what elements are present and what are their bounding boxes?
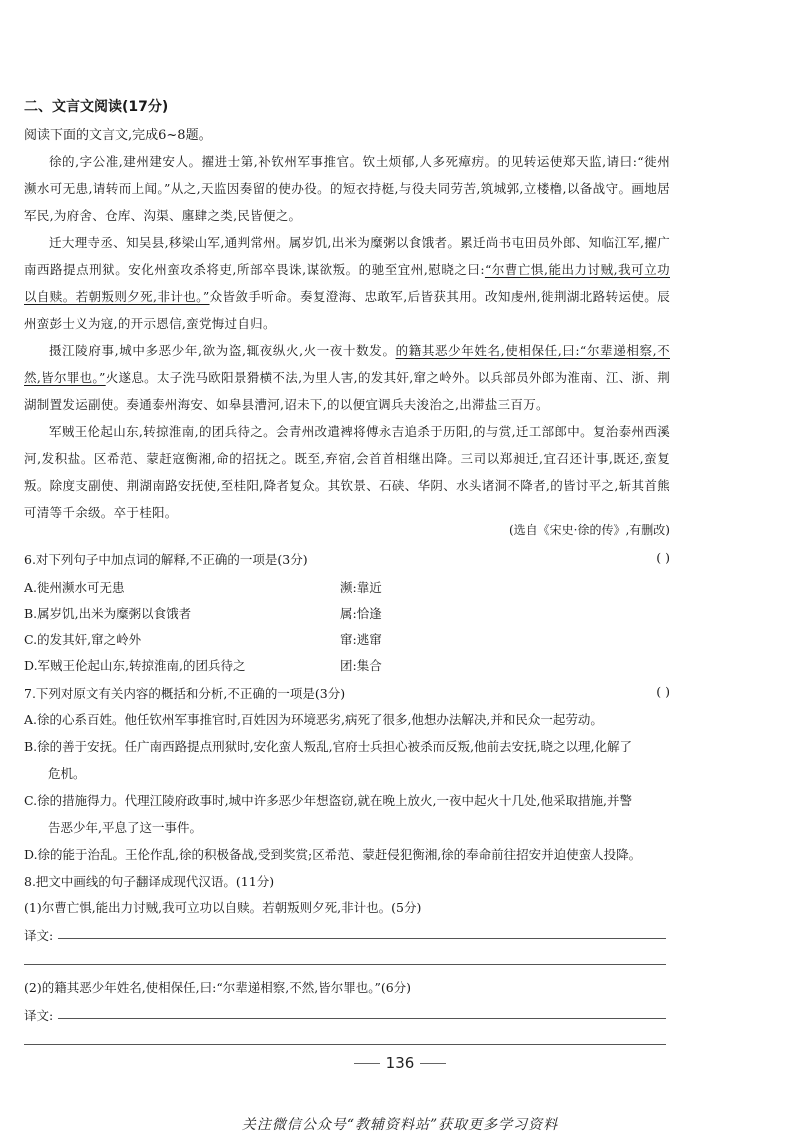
q7-option-c-line2: 告恶少年,平息了这一事件。 [48,820,202,835]
page-number-text: 136 [385,1054,415,1072]
q7-option-c-line1: C.徐的措施得力。代理江陵府政事时,城中许多恶少年想盗窃,就在晚上放火,一夜中起火十几处,他采取措施,并警 [24,793,632,808]
option-text: D.军贼王伦起山东,转掠淮南,的团兵待之 [24,658,246,673]
answer-bracket-7: ( ) [656,684,670,699]
passage-paragraph-3 [24,337,670,418]
q7-option-b-line1: B.徐的善于安抚。任广南西路提点刑狱时,安化蛮人叛乱,官府士兵担心被杀而反叛,他前去安抚,晓之以理,化解了 [24,739,633,754]
passage-paragraph-1: 徐的,字公准,建州建安人。擢进士第,补钦州军事推官。钦土烦郁,人多死瘴疠。的见转运使郑天监,请曰:“徙州濒水可无患,请转而上闻。”从之,天监因奏留的使办役。的短衣持梃,与役夫同劳苦,筑城郭,立楼橹,以备战守。画地居军民,为府舍、仓库、沟渠、廛肆之类,民皆便之。 [24,154,670,223]
passage-paragraph-2 [24,229,670,337]
question-8-stem: 8.把文中画线的句子翻译成现代汉语。(11分) [24,874,275,889]
question-6-text: 6.对下列句子中加点词的解释,不正确的一项是(3分) [24,552,308,567]
underlined-sentence-1: “尔曹亡惧,能出力讨贼,我可立功以自赎。若朝叛则夕死,非计也。” [24,262,670,304]
section-intro: 阅读下面的文言文,完成6~8题。 [24,128,212,143]
q7-option-b-line2: 危机。 [48,766,86,781]
answer-line [24,1044,666,1045]
question-7-stem [24,684,670,702]
option-text: C.的发其奸,窜之岭外 [24,632,142,647]
question-6-stem [24,550,670,568]
answer-line [24,964,666,965]
translation-label-2: 译文: [24,1008,54,1023]
q6-option-d [24,656,670,674]
passage-source: (选自《宋史·徐的传》,有删改) [509,523,670,537]
passage-p2-text-a: 迁大理寺丞、知吴县,移梁山军,通判常州。属岁饥,出米为糜粥以食饿者。累迁尚书屯田员外郎、知临江军,擢广南西路提点刑狱。安化州蛮攻杀将吏,所部卒畏诛,谋欲叛。的驰至宜州,慰晓之曰: [24,235,670,277]
q7-option-d: D.徐的能于治乱。王伦作乱,徐的积极备战,受到奖赏;区希范、蒙赶侵犯衡湘,徐的奉命前往招安并迫使蛮人投降。 [24,847,642,862]
q8-sentence-1: (1)尔曹亡惧,能出力讨贼,我可立功以自赎。若朝叛则夕死,非计也。(5分) [24,900,422,915]
option-text: A.徙州濒水可无患 [24,580,125,595]
option-gloss: 团:集合 [340,658,382,673]
question-7-text: 7.下列对原文有关内容的概括和分析,不正确的一项是(3分) [24,686,346,701]
footer-note: 关注微信公众号“教辅资料站”获取更多学习资料 [241,1117,559,1133]
page-number [0,1054,800,1072]
q7-options [24,706,670,868]
classical-passage [24,148,670,526]
option-gloss: 濒:靠近 [340,580,382,595]
option-gloss: 属:恰逢 [340,606,382,621]
answer-line [58,938,666,939]
passage-paragraph-4: 军贼王伦起山东,转掠淮南,的团兵待之。会青州改遣裨将傅永吉追杀于历阳,的与赏,迁工部郎中。复治泰州西溪河,发积盐。区希范、蒙赶寇衡湘,命的招抚之。既至,弃宿,会首首相继出降。三司以郑昶迁,宜召还计事,既还,蛮复叛。除度支副使、荆湖南路安抚使,至桂阳,降者复众。其钦景、石硖、华阴、水头诸洞不降者,的皆讨平之,斩其首熊可清等千余级。卒于桂阳。 [24,424,670,520]
q6-option-c [24,630,670,648]
q8-sentence-2: (2)的籍其恶少年姓名,使相保任,曰:“尔辈递相察,不然,皆尔罪也。”(6分) [24,980,412,995]
option-gloss: 窜:逃窜 [340,632,382,647]
q7-option-a: A.徐的心系百姓。他任钦州军事推官时,百姓因为环境恶劣,病死了很多,他想办法解决,并和民众一起劳动。 [24,712,603,727]
answer-line [58,1018,666,1019]
answer-bracket-6: ( ) [656,550,670,565]
section-title: 二、文言文阅读(17分) [24,99,169,115]
option-text: B.属岁饥,出米为糜粥以食饿者 [24,606,192,621]
passage-p3-text-b: 火遂息。太子洗马欧阳景猾横不法,为里人害,的发其奸,窜之岭外。以兵部员外郎为淮南、江、浙、荆湖制置发运副使。奏通泰州海安、如皋县漕河,诏未下,的以便宜调兵夫浚治之,出滞盐三百万。 [24,370,670,412]
q6-option-a [24,578,670,596]
underlined-sentence-2: 的籍其恶少年姓名,使相保任,曰:“尔辈递相察,不然,皆尔罪也。” [24,343,670,385]
passage-p3-text-a: 摄江陵府事,城中多恶少年,欲为盗,辄夜纵火,火一夜十数发。 [49,343,396,358]
translation-label-1: 译文: [24,928,54,943]
q6-option-b [24,604,670,622]
passage-p2-text-b: 众皆敛手听命。奏复澄海、忠敢军,后皆获其用。改知虔州,徙荆湖北路转运使。辰州蛮彭士义为寇,的开示恩信,蛮党悔过自归。 [24,289,670,331]
